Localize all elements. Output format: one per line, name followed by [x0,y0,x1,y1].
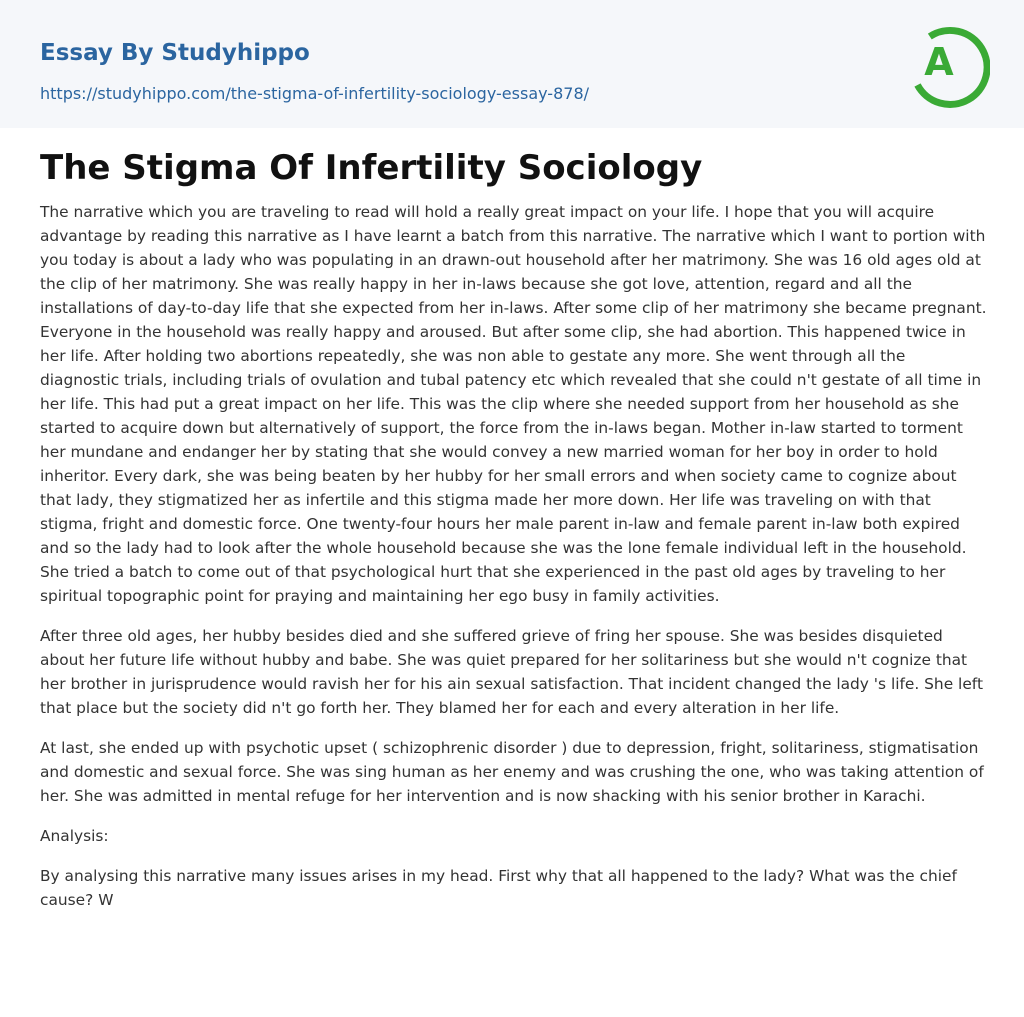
essay-url-link[interactable]: https://studyhippo.com/the-stigma-of-infertility-sociology-essay-878/ [40,84,590,103]
site-header [0,0,1024,128]
article [40,128,988,912]
paragraph: The narrative which you are traveling to read will hold a really great impact on your life. I hope that you will acquire advantage by reading this narrative as I have learnt a batch from this narrative. The narrative which I want to portion with you today is about a lady who was populating in an drawn-out household after her matrimony. She was 16 old ages old at the clip of her matrimony. She was really happy in her in-laws because she got love, attention, regard and all the installations of day-to-day life that she expected from her in-laws. After some clip of her matrimony she became pregnant. Everyone in the household was really happy and aroused. But after some clip, she had abortion. This happened twice in her life. After holding two abortions repeatedly, she was non able to gestate any more. She went through all the diagnostic trials, including trials of ovulation and tubal patency etc which revealed that she could n't gestate of all time in her life. This had put a great impact on her life. This was the clip where she needed support from her household as she started to acquire down but alternatively of support, the force from the in-laws began. Mother in-law started to torment her mundane and endanger her by stating that she would convey a new married woman for her boy in order to hold inheritor. Every dark, she was being beaten by her hubby for her small errors and when society came to cognize about that lady, they stigmatized her as infertile and this stigma made her more down. Her life was traveling on with that stigma, fright and domestic force. One twenty-four hours her male parent in-law and female parent in-law both expired and so the lady had to look after the whole household because she was the lone female individual left in the household. She tried a batch to come out of that psychological hurt that she experienced in the past old ages by traveling to her spiritual topographic point for praying and maintaining her ego busy in family activities. [40,203,987,605]
article-body [40,200,988,912]
site-title[interactable]: Essay By Studyhippo [40,40,310,66]
analysis-heading: Analysis: [40,827,109,845]
paragraph: By analysing this narrative many issues arises in my head. First why that all happened to the lady? What was the chief cause? W [40,867,957,909]
logo-letter: A [924,40,954,84]
page-title: The Stigma Of Infertility Sociology [40,148,703,188]
studyhippo-logo-icon[interactable] [910,18,990,108]
paragraph: At last, she ended up with psychotic upset ( schizophrenic disorder ) due to depression, fright, solitariness, stigmatisation and domestic and sexual force. She was sing human as her enemy and was crushing the one, who was taking attention of her. She was admitted in mental refuge for her intervention and is now shacking with his senior brother in Karachi. [40,739,984,805]
paragraph: After three old ages, her hubby besides died and she suffered grieve of fring her spouse. She was besides disquieted about her future life without hubby and babe. She was quiet prepared for her solitariness but she would n't cognize that her brother in jurisprudence would ravish her for his ain sexual satisfaction. That incident changed the lady 's life. She left that place but the society did n't go forth her. They blamed her for each and every alteration in her life. [40,627,983,717]
